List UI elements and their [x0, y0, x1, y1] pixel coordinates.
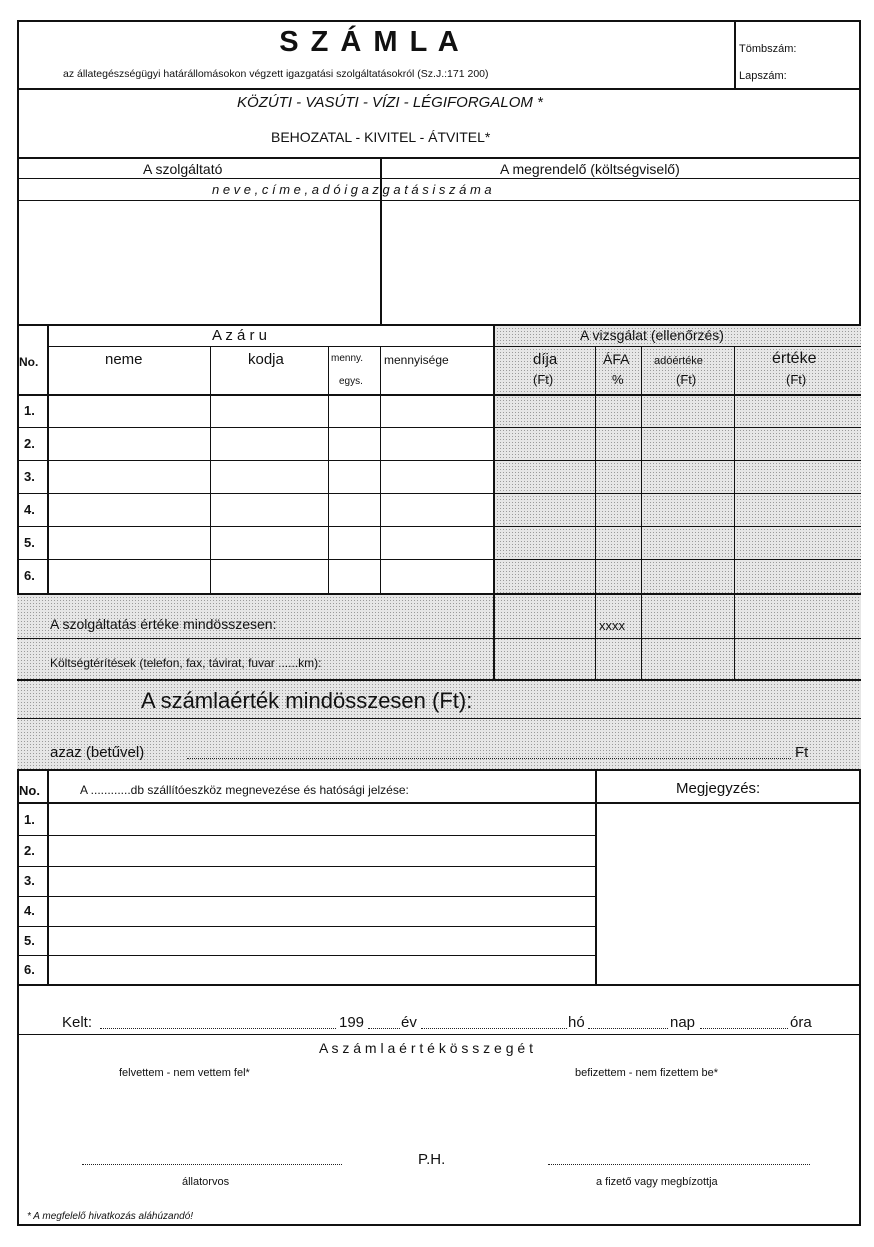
col-unit-header-1: menny.: [331, 353, 364, 364]
provider-label: A szolgáltató: [143, 161, 223, 177]
page-number-label: Lapszám:: [739, 70, 787, 82]
footnote: * A megfelelő hivatkozás aláhúzandó!: [27, 1211, 194, 1222]
goods-row-number: 3.: [24, 469, 35, 484]
vehicle-row-number: 5.: [24, 933, 35, 948]
traffic-directions: BEHOZATAL - KIVITEL - ÁTVITEL*: [271, 129, 491, 145]
payment-paid-options: befizettem - nem fizettem be*: [575, 1067, 719, 1079]
goods-row-number: 6.: [24, 568, 35, 583]
vat-placeholder: xxxx: [599, 618, 625, 633]
date-place-line: [100, 1028, 336, 1029]
invoice-total-label: A számlaérték mindösszesen (Ft):: [141, 688, 473, 713]
goods-row-number: 5.: [24, 535, 35, 550]
customer-label: A megrendelő (költségviselő): [500, 161, 680, 177]
payment-heading: A s z á m l a é r t é k ö s s z e g é t: [319, 1040, 533, 1056]
col-qty-header: mennyisége: [384, 353, 449, 367]
date-year-label: év: [401, 1014, 417, 1031]
date-year-line: [368, 1028, 400, 1029]
col-unit-header-2: egys.: [339, 376, 363, 387]
date-month-line: [421, 1028, 567, 1029]
col-tax-header-2: (Ft): [676, 372, 697, 387]
expenses-label: Költségtérítések (telefon, fax, távirat, fuvar ......km):: [50, 656, 322, 670]
date-day-label: nap: [670, 1014, 696, 1031]
goods-no-header: No.: [19, 355, 39, 369]
date-hour-line: [700, 1028, 788, 1029]
amount-in-words-line: [187, 758, 791, 759]
payment-received-options: felvettem - nem vettem fel*: [119, 1067, 250, 1079]
block-number-label: Tömbszám:: [739, 43, 797, 55]
col-vat-header-1: ÁFA: [603, 351, 630, 367]
vehicle-row-number: 2.: [24, 843, 35, 858]
vehicle-row-number: 1.: [24, 812, 35, 827]
vehicle-desc-header: A ............db szállítóeszköz megnevezése és hatósági jelzése:: [80, 783, 409, 797]
date-day-line: [588, 1028, 668, 1029]
col-fee-header-1: díja: [533, 351, 558, 368]
vehicle-row-number: 6.: [24, 962, 35, 977]
payer-signature-label: a fizető vagy megbízottja: [596, 1176, 718, 1188]
date-kelt-label: Kelt:: [62, 1014, 93, 1031]
goods-row-number: 1.: [24, 403, 35, 418]
goods-group-label: A z á r u: [212, 327, 268, 344]
col-tax-header-1: adóértéke: [654, 355, 703, 367]
invoice-subtitle: az állategészségügyi határállomásokon végzett igazgatási szolgáltatásokról (Sz.J.:171 200): [63, 68, 489, 80]
currency-label: Ft: [795, 744, 809, 761]
amount-in-words-label: azaz (betűvel): [50, 744, 145, 761]
col-value-header-1: értéke: [772, 350, 817, 367]
vehicle-row-number: 3.: [24, 873, 35, 888]
date-year-prefix: 199: [339, 1014, 365, 1031]
col-name-header: neme: [105, 351, 143, 368]
col-fee-header-2: (Ft): [533, 372, 554, 387]
date-hour-label: óra: [790, 1014, 812, 1031]
vet-signature-line: [82, 1164, 342, 1165]
party-fields-label: n e v e , c í m e , a d ó i g a z g a t á s i s z á m a: [212, 182, 492, 197]
service-total-label: A szolgáltatás értéke mindösszesen:: [50, 616, 277, 632]
vet-signature-label: állatorvos: [182, 1176, 230, 1188]
goods-row-number: 2.: [24, 436, 35, 451]
remark-header: Megjegyzés:: [676, 780, 761, 797]
date-month-label: hó: [568, 1014, 585, 1031]
col-code-header: kodja: [248, 351, 284, 368]
vehicle-no-header: No.: [19, 783, 40, 798]
col-value-header-2: (Ft): [786, 372, 807, 387]
inspection-group-label: A vizsgálat (ellenőrzés): [580, 327, 724, 343]
invoice-title: S Z Á M L A: [279, 26, 461, 58]
vehicle-row-number: 4.: [24, 903, 35, 918]
col-vat-header-2: %: [612, 372, 624, 387]
payer-signature-line: [548, 1164, 810, 1165]
goods-row-number: 4.: [24, 502, 35, 517]
traffic-modes: KÖZÚTI - VASÚTI - VÍZI - LÉGIFORGALOM *: [237, 94, 543, 111]
official-stamp-label: P.H.: [418, 1151, 446, 1168]
